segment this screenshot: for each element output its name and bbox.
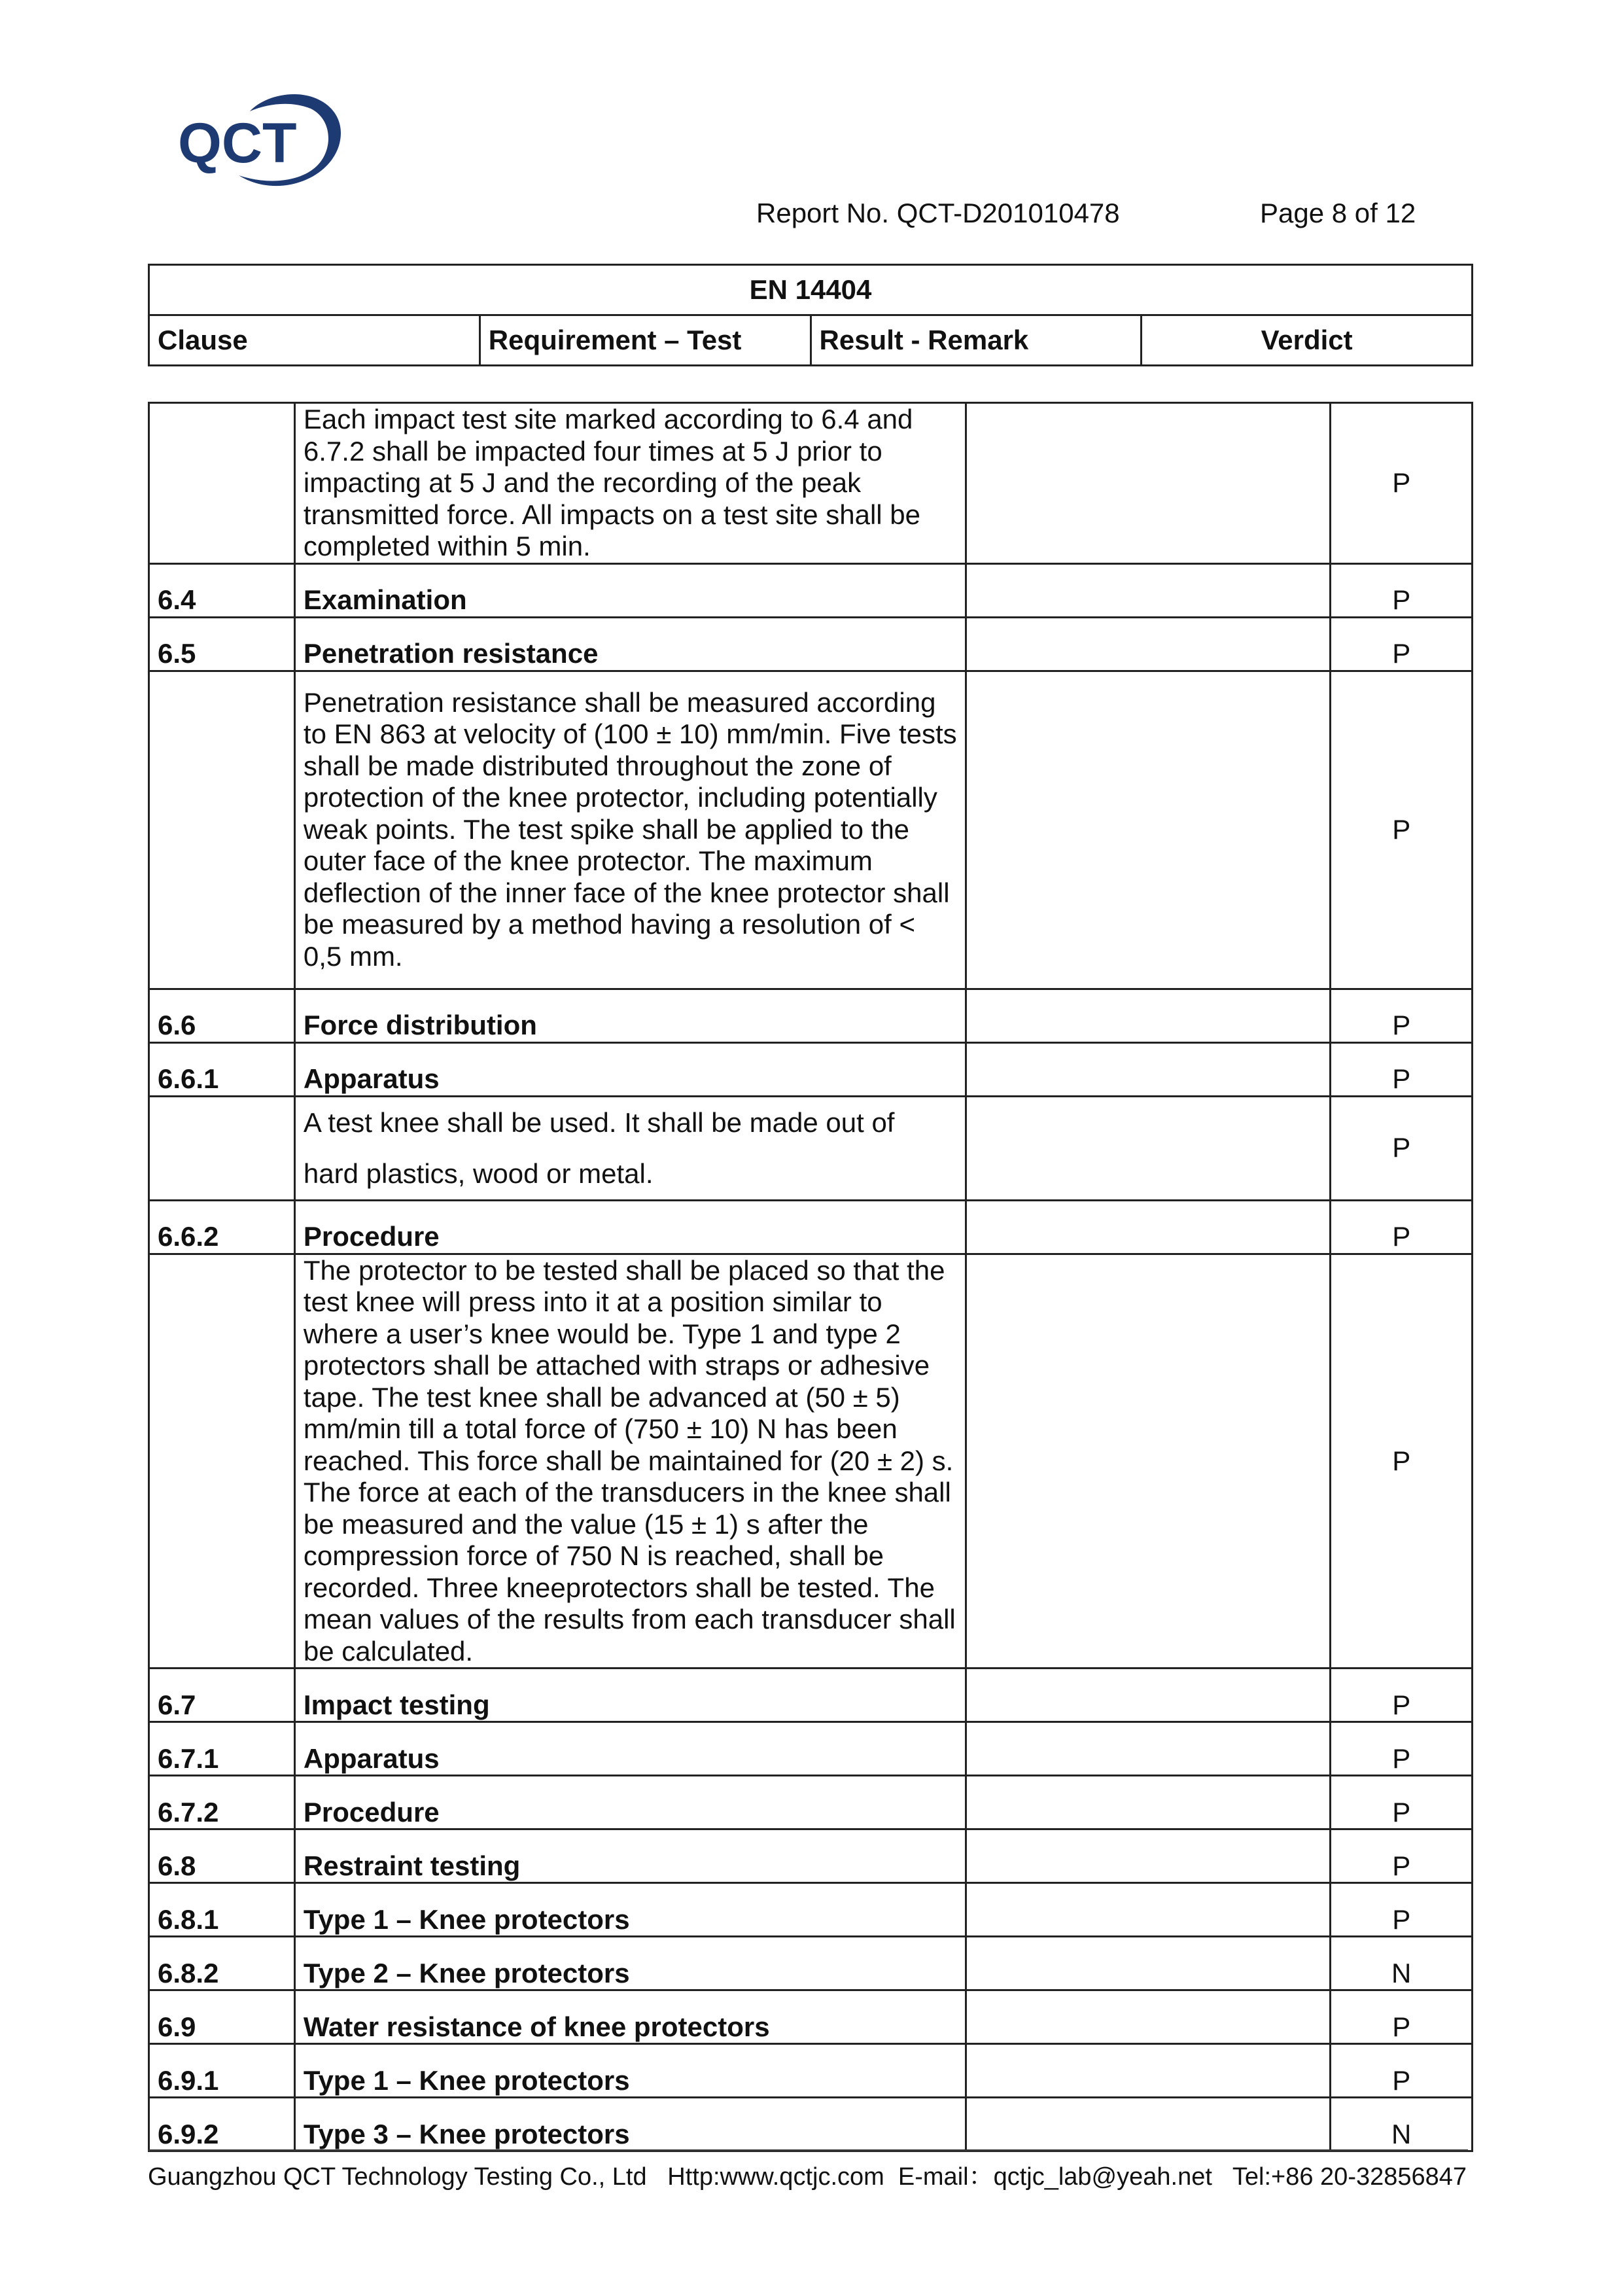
clause-cell: 6.6.1 xyxy=(149,1042,295,1096)
table-row xyxy=(149,1722,1473,1776)
verdict-cell: P xyxy=(1331,2044,1473,2098)
table-row xyxy=(149,1254,1473,1669)
requirement-cell: Apparatus xyxy=(294,1042,966,1096)
verdict-cell: P xyxy=(1331,1669,1473,1722)
table-row xyxy=(149,2044,1473,2098)
column-header-verdict: Verdict xyxy=(1142,315,1473,366)
table-row xyxy=(149,1042,1473,1096)
result-cell xyxy=(966,671,1331,989)
column-header-requirement: Requirement – Test xyxy=(480,315,811,366)
table-row xyxy=(149,1829,1473,1883)
table-row xyxy=(149,989,1473,1042)
verdict-cell: P xyxy=(1331,1990,1473,2044)
clause-cell: 6.7.2 xyxy=(149,1776,295,1829)
result-cell xyxy=(966,2098,1331,2151)
clause-cell xyxy=(149,1096,295,1200)
verdict-cell: P xyxy=(1331,617,1473,671)
table-row xyxy=(149,2098,1473,2151)
verdict-cell: P xyxy=(1331,989,1473,1042)
verdict-cell: P xyxy=(1331,1254,1473,1669)
result-cell xyxy=(966,403,1331,564)
result-cell xyxy=(966,1042,1331,1096)
requirements-table xyxy=(148,402,1473,2152)
clause-cell xyxy=(149,671,295,989)
clause-cell: 6.9 xyxy=(149,1990,295,2044)
clause-cell: 6.4 xyxy=(149,563,295,617)
table-row xyxy=(149,1776,1473,1829)
table-row xyxy=(149,617,1473,671)
requirement-cell: Type 1 – Knee protectors xyxy=(294,1883,966,1937)
verdict-cell: N xyxy=(1331,1937,1473,1990)
requirement-cell: Each impact test site marked according to 6.4 and 6.7.2 shall be impacted four times at 5 J prior to impacting at 5 J and the recording of the peak transmitted force. All impacts on a test site shall be completed within 5 min. xyxy=(294,403,966,564)
verdict-cell: P xyxy=(1331,1200,1473,1254)
clause-cell: 6.7 xyxy=(149,1669,295,1722)
report-number: Report No. QCT-D201010478 xyxy=(756,198,1120,228)
result-cell xyxy=(966,1096,1331,1200)
verdict-cell: P xyxy=(1331,1042,1473,1096)
verdict-cell: P xyxy=(1331,1883,1473,1937)
result-cell xyxy=(966,1254,1331,1669)
clause-cell: 6.7.1 xyxy=(149,1722,295,1776)
requirement-cell: Water resistance of knee protectors xyxy=(294,1990,966,2044)
requirement-cell: Penetration resistance xyxy=(294,617,966,671)
result-cell xyxy=(966,563,1331,617)
result-cell xyxy=(966,1776,1331,1829)
clause-cell: 6.8.2 xyxy=(149,1937,295,1990)
result-cell xyxy=(966,1200,1331,1254)
clause-cell: 6.8.1 xyxy=(149,1883,295,1937)
table-row xyxy=(149,403,1473,564)
requirement-cell: Force distribution xyxy=(294,989,966,1042)
table-row xyxy=(149,563,1473,617)
table-row xyxy=(149,1990,1473,2044)
result-cell xyxy=(966,989,1331,1042)
requirement-cell: Penetration resistance shall be measured according to EN 863 at velocity of (100 ± 10) mm/min. Five tests shall be made distributed throughout the zone of protection of the knee protector, including potentially weak points. The test spike shall be applied to the outer face of the knee protector. The maximum deflection of the inner face of the knee protector shall be measured by a method having a resolution of < 0,5 mm. xyxy=(294,671,966,989)
column-header-clause: Clause xyxy=(149,315,480,366)
requirement-cell: Procedure xyxy=(294,1776,966,1829)
table-row xyxy=(149,1096,1473,1200)
svg-text:QCT: QCT xyxy=(178,112,297,175)
table-row xyxy=(149,1200,1473,1254)
clause-cell: 6.9.1 xyxy=(149,2044,295,2098)
requirement-cell: Type 1 – Knee protectors xyxy=(294,2044,966,2098)
verdict-cell: P xyxy=(1331,563,1473,617)
table-header xyxy=(148,264,1473,366)
column-header-result: Result - Remark xyxy=(811,315,1142,366)
verdict-cell: P xyxy=(1331,1096,1473,1200)
verdict-cell: P xyxy=(1331,1722,1473,1776)
verdict-cell: P xyxy=(1331,1829,1473,1883)
result-cell xyxy=(966,1669,1331,1722)
clause-cell xyxy=(149,403,295,564)
page-number: Page 8 of 12 xyxy=(1260,198,1416,228)
requirement-cell: Impact testing xyxy=(294,1669,966,1722)
result-cell xyxy=(966,617,1331,671)
clause-cell: 6.5 xyxy=(149,617,295,671)
requirement-cell: A test knee shall be used. It shall be made out of hard plastics, wood or metal. xyxy=(294,1096,966,1200)
standard-title: EN 14404 xyxy=(149,265,1473,315)
footer-contact: Guangzhou QCT Technology Testing Co., Ltd Http:www.qctjc.com E-mail：qctjc_lab@yeah.net Tel:+86 20-32856847 xyxy=(148,2163,1467,2191)
clause-cell: 6.6 xyxy=(149,989,295,1042)
verdict-cell: P xyxy=(1331,671,1473,989)
requirement-cell: Apparatus xyxy=(294,1722,966,1776)
clause-cell: 6.6.2 xyxy=(149,1200,295,1254)
result-cell xyxy=(966,1883,1331,1937)
table-row xyxy=(149,1883,1473,1937)
result-cell xyxy=(966,1722,1331,1776)
requirement-cell: Procedure xyxy=(294,1200,966,1254)
verdict-cell: P xyxy=(1331,403,1473,564)
qct-logo xyxy=(177,90,347,202)
requirement-cell: Type 2 – Knee protectors xyxy=(294,1937,966,1990)
verdict-cell: P xyxy=(1331,1776,1473,1829)
table-row xyxy=(149,1937,1473,1990)
result-cell xyxy=(966,1829,1331,1883)
clause-cell: 6.9.2 xyxy=(149,2098,295,2151)
requirement-cell: Restraint testing xyxy=(294,1829,966,1883)
table-row xyxy=(149,1669,1473,1722)
table-row xyxy=(149,671,1473,989)
result-cell xyxy=(966,1937,1331,1990)
requirement-cell: The protector to be tested shall be placed so that the test knee will press into it at a position similar to where a user’s knee would be. Type 1 and type 2 protectors shall be attached with straps or adhesive tape. The test knee shall be advanced at (50 ± 5) mm/min till a total force of (750 ± 10) N has been reached. This force shall be maintained for (20 ± 2) s. The force at each of the transducers in the knee shall be measured and the value (15 ± 1) s after the compression force of 750 N is reached, shall be recorded. Three kneeprotectors shall be tested. The mean values of the results from each transducer shall be calculated. xyxy=(294,1254,966,1669)
verdict-cell: N xyxy=(1331,2098,1473,2151)
clause-cell xyxy=(149,1254,295,1669)
result-cell xyxy=(966,1990,1331,2044)
requirement-cell: Type 3 – Knee protectors xyxy=(294,2098,966,2151)
requirement-cell: Examination xyxy=(294,563,966,617)
clause-cell: 6.8 xyxy=(149,1829,295,1883)
footer-divider xyxy=(148,2149,1468,2151)
result-cell xyxy=(966,2044,1331,2098)
